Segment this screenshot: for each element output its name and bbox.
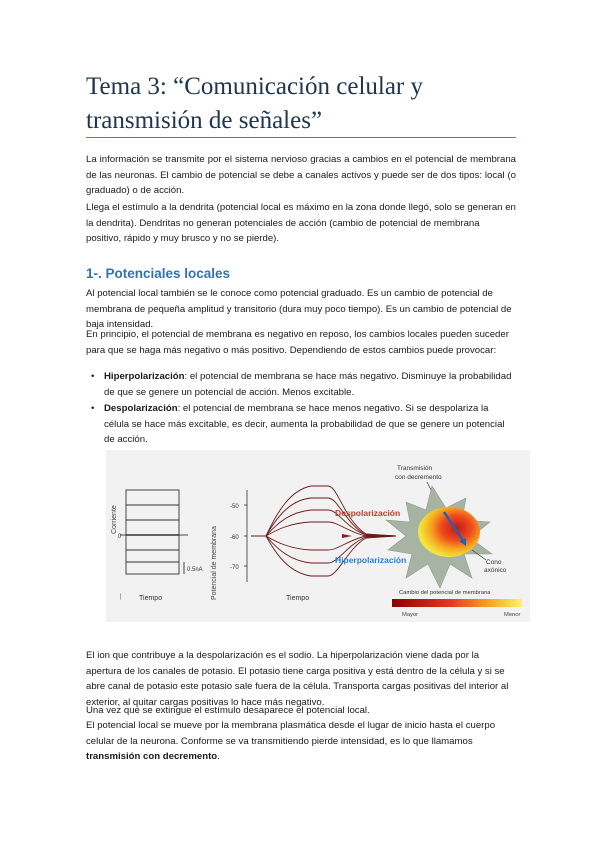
membrane-potential-panel [211, 486, 406, 602]
title-divider [86, 137, 516, 138]
mid-xlabel: Tiempo [286, 595, 310, 602]
tick-label: -70 [230, 565, 239, 571]
left-xlabel: Tiempo [139, 595, 163, 602]
intro-paragraph: La información se transmite por el sistema nervioso gracias a cambios en el potencial de membrana de las neuronas. El cambio de potencial se debe a canales activos y puede ser de dos tipos: local (o graduado) o de acción. [86, 154, 516, 197]
color-scale-bar [392, 599, 522, 607]
right-title-line-2: con decremento [395, 474, 442, 481]
section-paragraph-1: Al potencial local también se le conoce como potencial graduado. Es un cambio de potencial de membrana de pequeña amplitud y transitorio (dura muy poco tiempo). Es un cambio de potencial de baja intensidad. [86, 288, 512, 331]
bullet-term: Despolarización [104, 403, 178, 415]
tick-label: -50 [230, 504, 239, 510]
page-title: Tema 3: “Comunicación celular y transmisión de señales” [86, 73, 424, 134]
bullet-icon: • [91, 403, 95, 415]
section-heading: 1-. Potenciales locales [86, 266, 231, 281]
tick-label: -60 [230, 535, 239, 541]
color-scale-title: Cambio del potencial de membrana [399, 590, 491, 596]
mid-ylabel: Potencial de membrana [211, 526, 218, 600]
list-item [86, 401, 516, 448]
bullet-term: Hiperpolarización [104, 371, 185, 382]
zero-label: 0 [118, 534, 122, 540]
after-paragraph-2: Una vez que se extingue el estímulo desaparece el potencial local. [86, 705, 370, 716]
axon-label-line-2: axónico [484, 567, 507, 574]
after-paragraph-3 [86, 718, 516, 765]
color-scale-low: Mayor [402, 612, 419, 618]
current-steps-panel [111, 490, 203, 602]
left-corner-mark: | [120, 594, 122, 600]
local-potential-figure [106, 450, 530, 622]
after-paragraph-3-text: El potencial local se mueve por la membrana plasmática desde el lugar de inicio hasta el cuerpo celular de la neurona. Conforme se va transmitiendo pierde intensidad, es lo que llamamos [86, 720, 496, 747]
bullet-icon: • [91, 371, 95, 382]
color-scale-high: Menor [504, 612, 521, 618]
highlight-term: transmisión con decremento [86, 751, 218, 763]
dendrite-paragraph: Llega el estímulo a la dendrita (potencial local es máximo en la zona donde llegó, solo se generan en la dendrita). Dendritas no generan potenciales de acción (cambio de potencial de membrana positivo, rápido y muy brusco y no se pierde). [86, 202, 516, 245]
after-paragraph-3-end: . [217, 751, 220, 763]
axon-label-line-1: Cono [486, 559, 502, 566]
scale-bar-label: 0.5nA [187, 567, 203, 573]
left-ylabel: Corriente [111, 505, 118, 534]
hyperpolarization-label: Hiperpolarización [335, 555, 407, 565]
list-item [86, 369, 516, 400]
bullet-list [86, 369, 516, 449]
depolarization-label: Despolarización [335, 508, 401, 518]
section-paragraph-2: En principio, el potencial de membrana es negativo en reposo, los cambios locales pueden suceder para que se haga más negativo o más positivo. Dependiendo de estos cambios puede provocar: [86, 329, 509, 356]
decrement-transmission-panel [386, 465, 522, 618]
bullet-text: : el potencial de membrana se hace más negativo. Disminuye la probabilidad de que se genere un potencial de acción. Menos excitable. [104, 371, 512, 398]
right-title-line-1: Transmisión [397, 465, 433, 472]
bullet-text: : el potencial de membrana se hace menos negativo. Si se despolariza la célula se hace más excitable, es decir, aumenta la probabilidad de que se genere un potencial de acción. [104, 403, 505, 446]
after-paragraph-1: El ion que contribuye a la despolarización es el sodio. La hiperpolarización viene dada por la apertura de los canales de potasio. El potasio tiene carga positiva y está dentro de la célula y si se abre canal de potasio este potasio sale fuera de la célula. Transporta cargas positivas del interior al exterior, al quitar cargas positivas lo hace más negativo. [86, 650, 509, 708]
